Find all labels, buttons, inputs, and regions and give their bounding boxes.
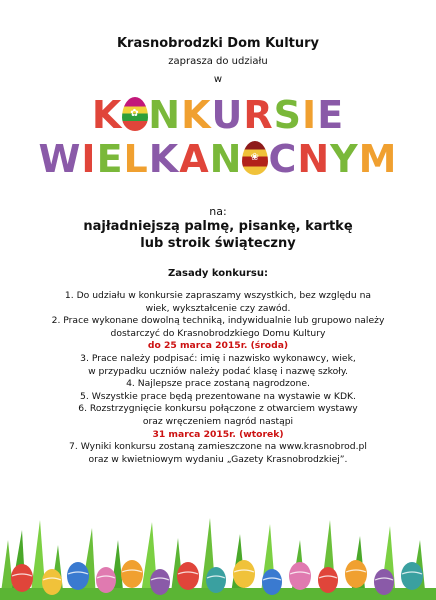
rule-line: oraz wręczeniem nagród nastąpi bbox=[142, 415, 294, 427]
rule-line: 3. Prace należy podpisać: imię i nazwisko wykonawcy, wiek, bbox=[80, 352, 356, 364]
rule-line: dostarczyć do Krasnobrodzkiego Domu Kultury bbox=[110, 327, 326, 339]
rules-heading: Zasady konkursu: bbox=[168, 268, 268, 279]
title-line-1 bbox=[0, 93, 436, 137]
rule-line: 1. Do udziału w konkursie zapraszamy wszystkich, bez względu na bbox=[64, 290, 372, 301]
ceremony-date: 31 marca 2015r. (wtorek) bbox=[152, 428, 284, 440]
title-line1-rest: NKURSIE bbox=[148, 93, 345, 137]
organizer-name: Krasnobrodzki Dom Kultury bbox=[116, 36, 320, 51]
easter-egg-icon: ✿ bbox=[122, 97, 148, 131]
title-line2-end: CNYM bbox=[268, 137, 398, 181]
deadline-date: do 25 marca 2015r. (środa) bbox=[147, 340, 289, 352]
rule-line: 7. Wyniki konkursu zostaną zamieszczone na www.krasnobrod.pl bbox=[69, 441, 367, 453]
invite-text: zaprasza do udziału bbox=[168, 56, 268, 67]
preposition-w: w bbox=[213, 74, 223, 85]
rule-line: oraz w kwietniowym wydaniu „Gazety Krasnobrodzkiej”. bbox=[88, 453, 348, 465]
rule-line: wiek, wykształcenie czy zawód. bbox=[145, 302, 291, 314]
grass-and-eggs-illustration bbox=[0, 500, 436, 600]
na-label: na: bbox=[209, 205, 227, 218]
rule-line: w przypadku uczniów należy podać klasę i nazwę szkoły. bbox=[88, 365, 348, 377]
contest-subject-line-2: lub stroik świąteczny bbox=[140, 236, 296, 251]
title-letter-k: K bbox=[91, 93, 123, 137]
rule-line: 5. Wszystkie prace będą prezentowane na wystawie w KDK. bbox=[80, 390, 356, 402]
title-line-2 bbox=[0, 137, 436, 181]
rule-line: 6. Rozstrzygnięcie konkursu połączone z otwarciem wystawy bbox=[78, 403, 358, 415]
rules-list bbox=[0, 290, 436, 466]
title-line2-start: WIELKAN bbox=[38, 137, 243, 181]
rule-line: 4. Najlepsze prace zostaną nagrodzone. bbox=[126, 378, 310, 390]
easter-egg-icon: ❀ bbox=[242, 141, 268, 175]
contest-subject-line-1: najładniejszą palmę, pisankę, kartkę bbox=[83, 219, 353, 234]
rule-line: 2. Prace wykonane dowolną techniką, indywidualnie lub grupowo należy bbox=[51, 315, 385, 327]
